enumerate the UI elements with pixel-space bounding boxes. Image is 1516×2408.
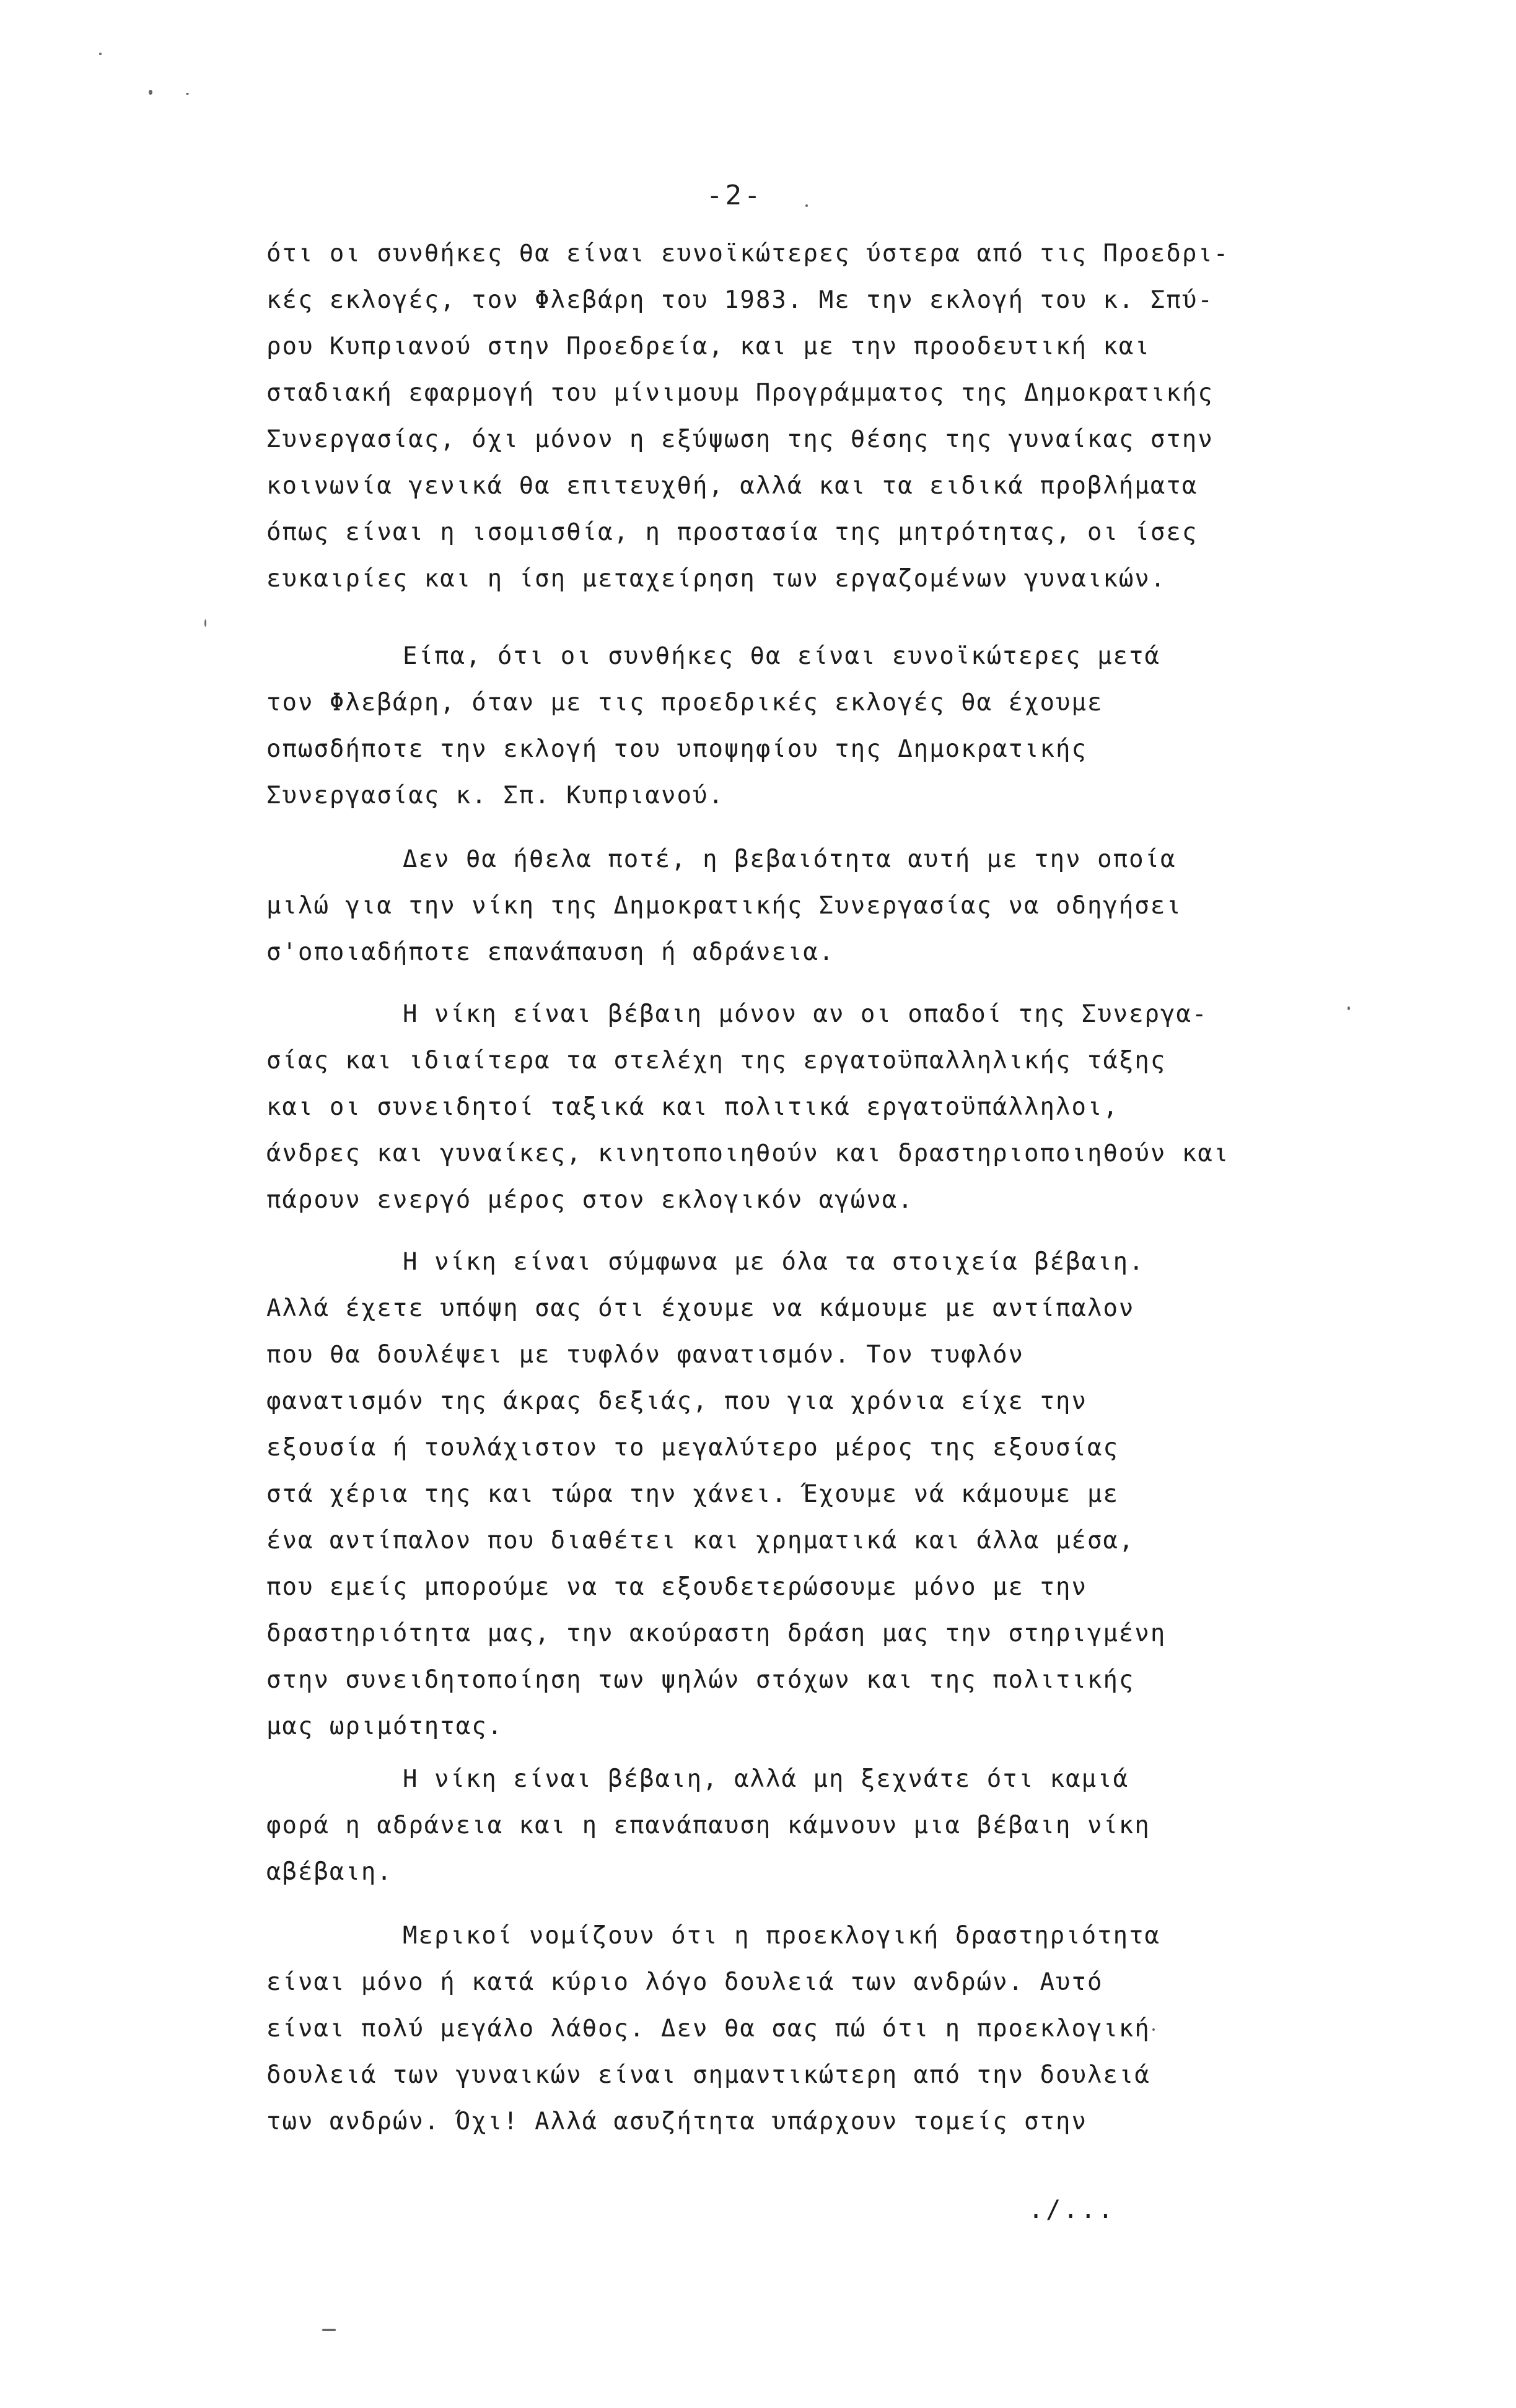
paragraph-line: και οι συνειδητοί ταξικά και πολιτικά εργατοϋπάλληλοι, — [266, 1093, 1119, 1121]
paragraph-line: τον Φλεβάρη, όταν με τις προεδρικές εκλογές θα έχουμε — [266, 689, 1103, 717]
scan-speck — [204, 619, 206, 627]
paragraph-line: φανατισμόν της άκρας δεξιάς, που για χρόνια είχε την — [266, 1387, 1087, 1415]
paragraph-line: πάρουν ενεργό μέρος στον εκλογικόν αγώνα. — [266, 1186, 914, 1214]
paragraph-7 — [266, 1913, 1444, 2145]
paragraph-line: φορά η αδράνεια και η επανάπαυση κάμνουν μια βέβαιη νίκη — [266, 1812, 1150, 1839]
scan-speck — [1152, 2028, 1155, 2031]
paragraph-line: κοινωνία γενικά θα επιτευχθή, αλλά και τα ειδικά προβλήματα — [266, 472, 1198, 500]
paragraph-line: σ'οποιαδήποτε επανάπαυση ή αδράνεια. — [266, 938, 835, 966]
paragraph-line: ευκαιρίες και η ίση μεταχείρηση των εργαζομένων γυναικών. — [266, 565, 1167, 593]
paragraph-line: άνδρες και γυναίκες, κινητοποιηθούν και δραστηριοποιηθούν και — [266, 1140, 1230, 1167]
paragraph-line: αβέβαιη. — [266, 1858, 393, 1886]
paragraph-line: που θα δουλέψει με τυφλόν φανατισμόν. Τον τυφλόν — [266, 1341, 1025, 1369]
paragraph-line: σταδιακή εφαρμογή του μίνιμουμ Προγράμματος της Δημοκρατικής — [266, 379, 1214, 407]
paragraph-line: Μερικοί νομίζουν ότι η προεκλογική δραστηριότητα — [403, 1922, 1161, 1950]
paragraph-2 — [266, 633, 1444, 819]
paragraph-line: ένα αντίπαλον που διαθέτει και χρηματικά και άλλα μέσα, — [266, 1527, 1135, 1555]
scan-speck — [186, 93, 189, 95]
paragraph-line: δραστηριότητα μας, την ακούραστη δράση μας την στηριγμένη — [266, 1620, 1167, 1647]
paragraph-line: κές εκλογές, τον Φλεβάρη του 1983. Με την εκλογή του κ. Σπύ- — [266, 286, 1214, 314]
paragraph-line: μιλώ για την νίκη της Δημοκρατικής Συνεργασίας να οδηγήσει — [266, 892, 1182, 920]
paragraph-3 — [266, 836, 1444, 975]
paragraph-line: Δεν θα ήθελα ποτέ, η βεβαιότητα αυτή με την οποία — [403, 845, 1176, 873]
paragraph-line: που εμείς μπορούμε να τα εξουδετερώσουμε μόνο με την — [266, 1573, 1087, 1601]
paragraph-line: Συνεργασίας κ. Σπ. Κυπριανού. — [266, 782, 724, 809]
paragraph-6 — [266, 1756, 1444, 1895]
paragraph-line: στην συνειδητοποίηση των ψηλών στόχων και της πολιτικής — [266, 1666, 1135, 1694]
paragraph-line: Είπα, ότι οι συνθήκες θα είναι ευνοϊκώτερες μετά — [403, 642, 1161, 670]
paragraph-line: ότι οι συνθήκες θα είναι ευνοϊκώτερες ύστερα από τις Προεδρι- — [266, 240, 1230, 268]
paragraph-line: Συνεργασίας, όχι μόνον η εξύψωση της θέσης της γυναίκας στην — [266, 425, 1214, 453]
paragraph-line: των ανδρών. Όχι! Αλλά ασυζήτητα υπάρχουν τομείς στην — [266, 2108, 1087, 2135]
paragraph-1 — [266, 230, 1444, 602]
page-number: -2- — [706, 180, 763, 211]
scan-speck — [1347, 1006, 1350, 1010]
scan-speck — [805, 204, 808, 207]
paragraph-line: μας ωριμότητας. — [266, 1712, 504, 1740]
paragraph-line: Η νίκη είναι βέβαιη, αλλά μη ξεχνάτε ότι καμιά — [403, 1765, 1129, 1793]
paragraph-line: όπως είναι η ισομισθία, η προστασία της μητρότητας, οι ίσες — [266, 518, 1198, 546]
paragraph-line: ρου Κυπριανού στην Προεδρεία, και με την προοδευτική και — [266, 333, 1150, 360]
paragraph-5 — [266, 1239, 1444, 1750]
paragraph-line: είναι πολύ μεγάλο λάθος. Δεν θα σας πώ ότι η προεκλογική — [266, 2015, 1150, 2043]
paragraph-line: σίας και ιδιαίτερα τα στελέχη της εργατοϋπαλληλικής τάξης — [266, 1047, 1167, 1075]
paragraph-line: εξουσία ή τουλάχιστον το μεγαλύτερο μέρος της εξουσίας — [266, 1434, 1119, 1462]
scan-speck — [322, 2329, 336, 2331]
paragraph-4 — [266, 991, 1444, 1223]
paragraph-line: είναι μόνο ή κατά κύριο λόγο δουλειά των ανδρών. Αυτό — [266, 1968, 1103, 1996]
continuation-mark: ./... — [1028, 2196, 1116, 2224]
paragraph-line: δουλειά των γυναικών είναι σημαντικώτερη από την δουλειά — [266, 2061, 1150, 2089]
paragraph-line: οπωσδήποτε την εκλογή του υποψηφίου της Δημοκρατικής — [266, 735, 1087, 763]
scan-speck — [149, 90, 152, 95]
paragraph-line: Η νίκη είναι βέβαιη μόνον αν οι οπαδοί της Συνεργα- — [403, 1000, 1208, 1028]
paragraph-line: Η νίκη είναι σύμφωνα με όλα τα στοιχεία βέβαιη. — [403, 1248, 1145, 1276]
paragraph-line: Αλλά έχετε υπόψη σας ότι έχουμε να κάμουμε με αντίπαλον — [266, 1294, 1135, 1322]
paragraph-line: στά χέρια της και τώρα την χάνει. Έχουμε νά κάμουμε με — [266, 1480, 1119, 1508]
scan-speck — [99, 53, 102, 55]
